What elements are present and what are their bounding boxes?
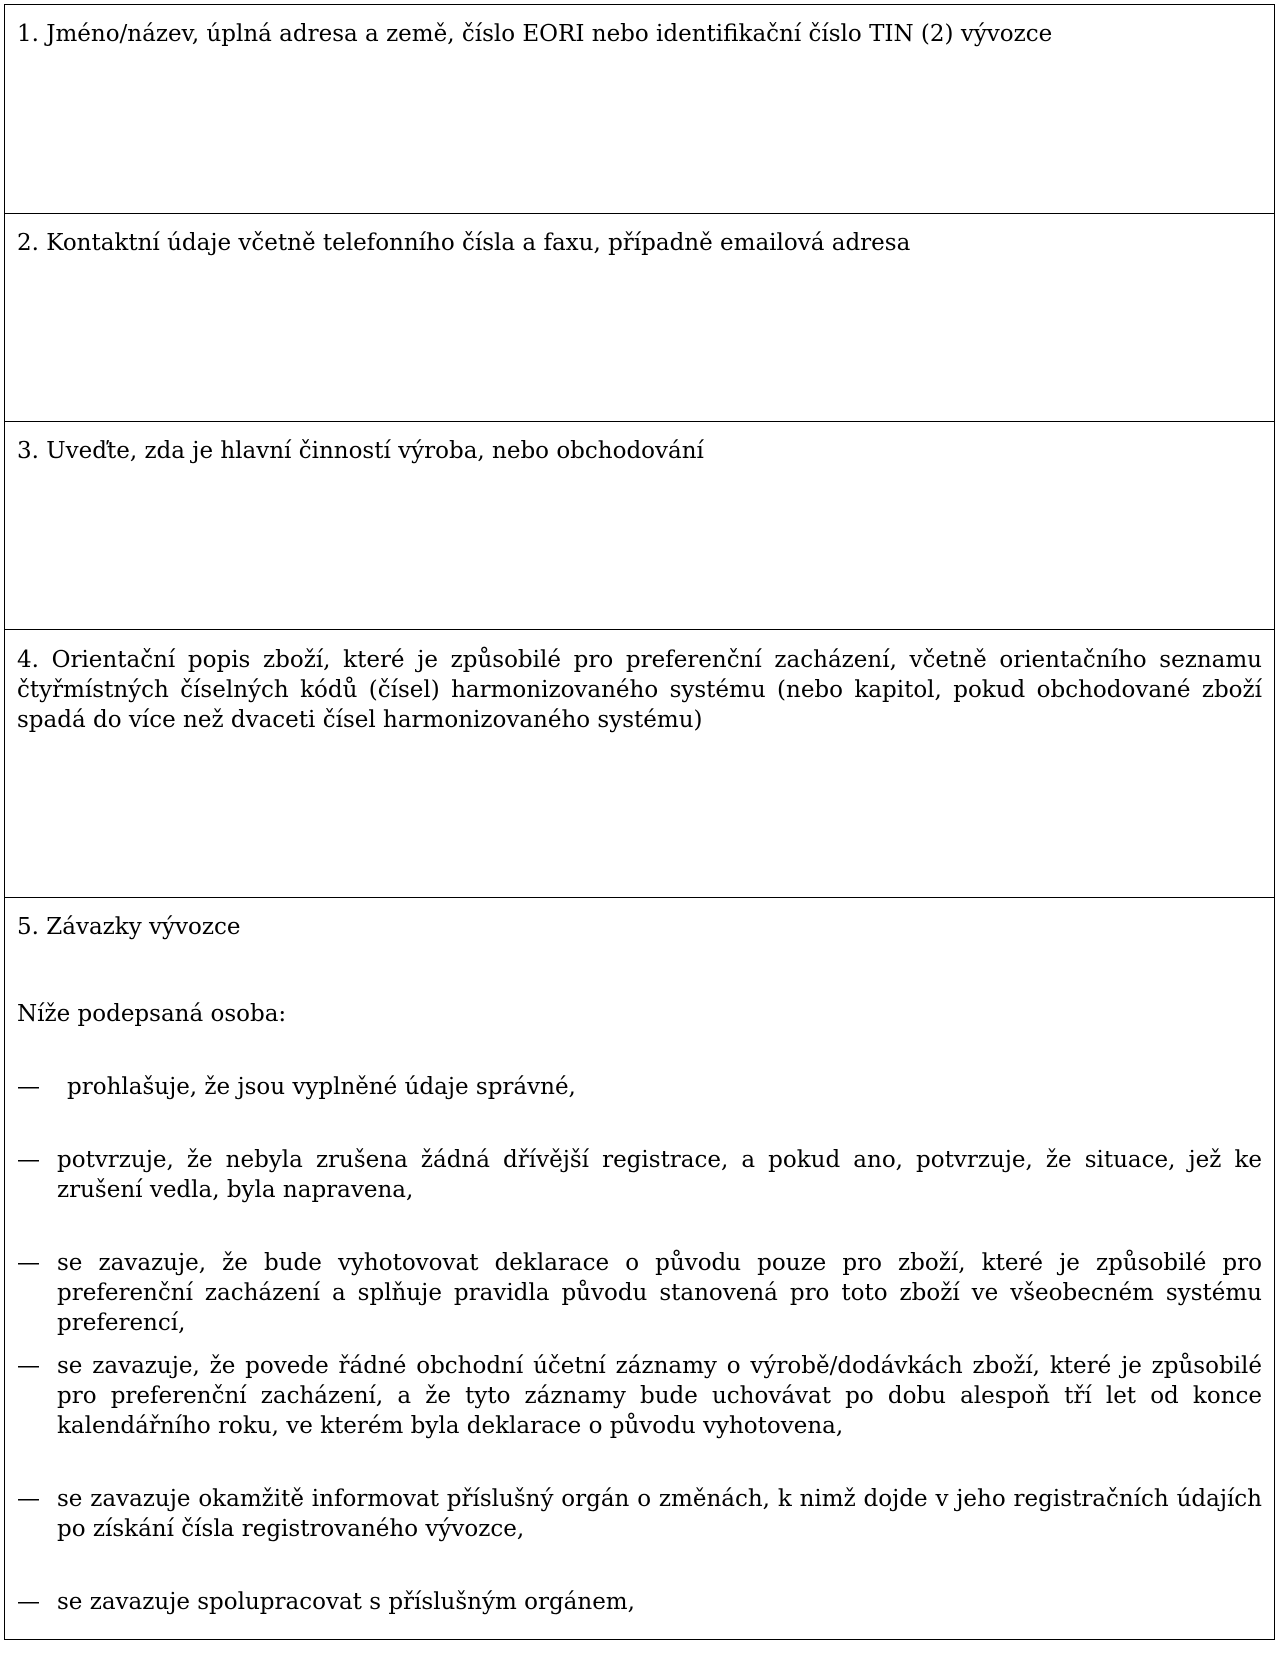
- commitment-item: [17, 1072, 1262, 1102]
- section-main-activity[interactable]: [5, 422, 1274, 630]
- section-heading: 1. Jméno/název, úplná adresa a země, číslo EORI nebo identifikační číslo TIN (2) vývozce: [17, 21, 1053, 47]
- commitment-text: se zavazuje okamžitě informovat příslušný orgán o změnách, k nimž dojde v jeho registračních údajích po získání čísla registrovaného vývozce,: [57, 1486, 1262, 1542]
- section-heading: 5. Závazky vývozce: [17, 914, 241, 940]
- dash-bullet: —: [17, 1074, 40, 1100]
- commitment-item: [17, 1145, 1262, 1205]
- commitment-item: [17, 1248, 1262, 1338]
- dash-bullet: —: [17, 1589, 40, 1615]
- section-heading: 3. Uveďte, zda je hlavní činností výroba, nebo obchodování: [17, 438, 704, 464]
- commitments-intro: Níže podepsaná osoba:: [17, 1001, 287, 1027]
- commitment-item: [17, 1351, 1262, 1441]
- section-exporter-commitments: [5, 898, 1274, 1639]
- commitment-text: se zavazuje spolupracovat s příslušným orgánem,: [57, 1589, 635, 1615]
- commitment-text: se zavazuje, že bude vyhotovovat deklarace o původu pouze pro zboží, které je způsobilé pro preferenční zacházení a splňuje pravidla původu stanovená pro toto zboží ve všeobecném systému preferencí,: [57, 1250, 1262, 1336]
- commitment-text: se zavazuje, že povede řádné obchodní účetní záznamy o výrobě/dodávkách zboží, které je způsobilé pro preferenční zacházení, a že tyto záznamy bude uchovávat po dobu alespoň tří let od konce kalendářního roku, ve kterém byla deklarace o původu vyhotovena,: [57, 1353, 1262, 1439]
- exporter-registration-form: [4, 4, 1275, 1640]
- dash-bullet: —: [17, 1353, 40, 1379]
- dash-bullet: —: [17, 1250, 40, 1276]
- dash-bullet: —: [17, 1486, 40, 1512]
- section-heading: 4. Orientační popis zboží, které je způsobilé pro preferenční zacházení, včetně orientačního seznamu čtyřmístných číselných kódů (čísel) harmonizovaného systému (nebo kapitol, pokud obchodované zboží spadá do více než dvaceti čísel harmonizovaného systému): [17, 647, 1262, 733]
- commitment-item: [17, 1587, 1262, 1617]
- commitment-text: prohlašuje, že jsou vyplněné údaje správné,: [67, 1074, 576, 1100]
- commitment-item: [17, 1484, 1262, 1544]
- section-contact-details[interactable]: [5, 214, 1274, 422]
- dash-bullet: —: [17, 1147, 40, 1173]
- commitment-text: potvrzuje, že nebyla zrušena žádná dřívější registrace, a pokud ano, potvrzuje, že situace, jež ke zrušení vedla, byla napravena,: [57, 1147, 1262, 1203]
- section-heading: 2. Kontaktní údaje včetně telefonního čísla a faxu, případně emailová adresa: [17, 230, 911, 256]
- section-goods-description[interactable]: [5, 630, 1274, 898]
- section-exporter-name[interactable]: [5, 5, 1274, 214]
